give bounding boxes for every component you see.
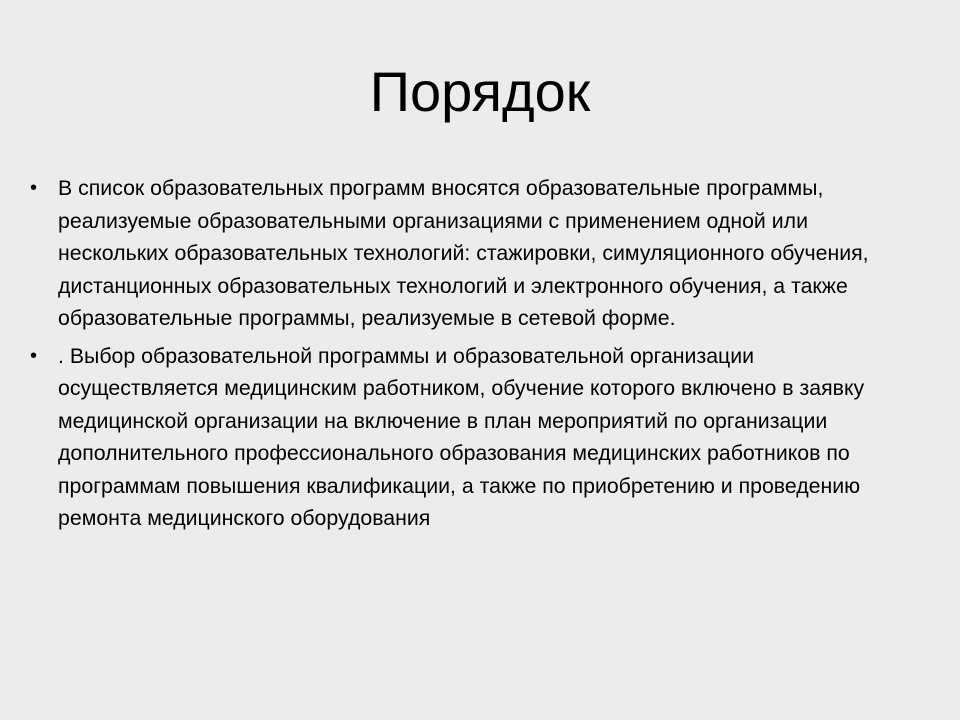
bullet-text-1: В список образовательных программ вносятся образовательные программы, реализуемые образовательными организациями с применением одной или нескольких образовательных технологий: стажировки, симуляционного обучения, дистанционных образовательных технологий и электронного обучения, а также образовательные программы, реализуемые в сетевой форме. [58,176,869,330]
bullet-dot-icon: • [30,177,38,199]
bullet-item-2 [30,340,910,535]
bullet-dot-icon: • [30,344,38,367]
bullet-list [30,172,910,540]
bullet-item-1 [30,172,910,335]
bullet-text-2: . Выбор образовательной программы и образовательной организации осуществляется медицинским работником, обучение которого включено в заявку медицинской организации на включение в план мероприятий по организации дополнительного профессионального образования медицинских работников по программам повышения квалификации, а также по приобретению и проведению ремонта медицинского оборудования [58,343,865,530]
slide-title: Порядок [369,60,591,123]
